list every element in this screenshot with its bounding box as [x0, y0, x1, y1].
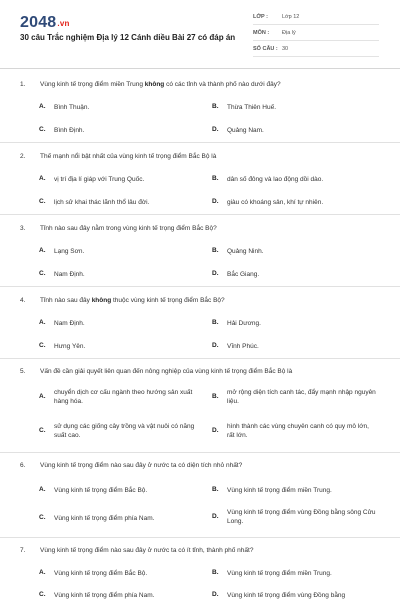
question-text [20, 368, 390, 376]
option-letter: C. [39, 427, 46, 434]
option-letter: A. [39, 247, 46, 254]
meta-label: MÔN : [253, 30, 270, 36]
option-letter: A. [39, 103, 46, 110]
question-text [20, 225, 390, 233]
option-letter: D. [212, 591, 219, 598]
page-header [0, 0, 400, 66]
logo-text: 2048 [20, 14, 57, 31]
option-letter: A. [39, 175, 46, 182]
question-text-part: Tỉnh nào sau đây [40, 297, 92, 304]
question-number: 5. [20, 368, 26, 375]
question-text-part: Vùng kinh tế trọng điểm nào sau đây ở nước ta có diện tích nhỏ nhất? [40, 462, 243, 469]
question-text-part: Tỉnh nào sau đây nằm trong vùng kinh tế trọng điểm Bắc Bộ? [40, 225, 217, 232]
option-letter: C. [39, 342, 46, 349]
option-text: lịch sử khai thác lãnh thổ lâu đời. [54, 199, 150, 206]
option-letter: D. [212, 126, 219, 133]
option-letter: C. [39, 270, 46, 277]
option-letter: B. [212, 393, 219, 400]
option-letter: A. [39, 319, 46, 326]
question-text-part: Vùng kinh tế trọng điểm nào sau đây ở nước ta có ít tỉnh, thành phố nhất? [40, 547, 254, 554]
meta-label: LỚP : [253, 14, 268, 20]
meta-row-class [253, 11, 379, 25]
question-number: 6. [20, 462, 26, 469]
option-text: Bình Thuận. [54, 104, 90, 111]
question-number: 3. [20, 225, 26, 232]
logo-suffix: .vn [57, 19, 70, 28]
question-text [20, 81, 390, 89]
option-text: giàu có khoáng sản, khí tự nhiên. [227, 199, 324, 206]
option-text: Vùng kinh tế trọng điểm vùng Đồng bằng sông Cửu Long. [227, 509, 376, 525]
question-number: 2. [20, 153, 26, 160]
option-text: dân số đông và lao động dồi dào. [227, 176, 324, 183]
option-text: Quảng Ninh. [227, 248, 264, 255]
option-text: Vùng kinh tế trọng điểm miền Trung. [227, 570, 332, 577]
question-number: 7. [20, 547, 26, 554]
question-separator [0, 142, 400, 143]
option-letter: C. [39, 514, 46, 521]
question-number: 1. [20, 81, 26, 88]
option-letter: B. [212, 247, 219, 254]
option-text: hình thành các vùng chuyên canh có quy mô lớn, rất lớn. [227, 423, 369, 439]
option-text: Nam Định. [54, 271, 85, 278]
meta-row-subject [253, 27, 379, 41]
option-letter: B. [212, 103, 219, 110]
option-letter: B. [212, 319, 219, 326]
question-separator [0, 214, 400, 215]
question-separator [0, 537, 400, 538]
option-letter: B. [212, 175, 219, 182]
option-text: Lạng Sơn. [54, 248, 85, 255]
question-emphasis: không [91, 297, 112, 304]
option-text: Vĩnh Phúc. [227, 343, 259, 350]
option-text: Vùng kinh tế trọng điểm Bắc Bộ. [54, 487, 148, 494]
meta-label: SỐ CÂU : [253, 46, 278, 52]
header-divider [0, 68, 400, 69]
question-text-part: có các tỉnh và thành phố nào dưới đây? [164, 81, 281, 88]
option-text: mở rộng diện tích canh tác, đẩy mạnh nhập nguyên liệu. [227, 389, 376, 405]
option-text: Bình Định. [54, 127, 85, 134]
option-letter: B. [212, 569, 219, 576]
meta-row-count [253, 43, 379, 57]
option-text: Nam Định. [54, 320, 85, 327]
question-separator [0, 358, 400, 359]
option-letter: A. [39, 569, 46, 576]
option-letter: D. [212, 198, 219, 205]
question-text [20, 153, 390, 161]
option-letter: A. [39, 486, 46, 493]
question-separator [0, 286, 400, 287]
option-letter: D. [212, 270, 219, 277]
page-title: 30 câu Trắc nghiệm Địa lý 12 Cánh diều Bài 27 có đáp án [20, 33, 236, 42]
option-letter: D. [212, 513, 219, 520]
option-letter: D. [212, 342, 219, 349]
option-letter: B. [212, 486, 219, 493]
meta-value: Lớp 12 [282, 14, 300, 20]
question-emphasis: không [144, 81, 165, 88]
option-letter: C. [39, 591, 46, 598]
meta-value: 30 [282, 46, 289, 52]
question-text [20, 462, 390, 470]
option-text: Vùng kinh tế trọng điểm phía Nam. [54, 592, 155, 599]
option-text: Bắc Giang. [227, 271, 260, 278]
option-text: Vùng kinh tế trọng điểm vùng Đồng bằng [227, 592, 346, 599]
question-text-part: Thế mạnh nổi bật nhất của vùng kinh tế trọng điểm Bắc Bộ là [40, 153, 217, 160]
option-letter: C. [39, 126, 46, 133]
question-text-part: Vùng kinh tế trọng điểm miền Trung [40, 81, 145, 88]
option-letter: C. [39, 198, 46, 205]
question-number: 4. [20, 297, 26, 304]
option-text: sử dụng các giống cây trồng và vật nuôi có năng suất cao. [54, 423, 195, 439]
question-text-part: Vấn đề cần giải quyết liên quan đến nông nghiệp của vùng kinh tế trọng điểm Bắc Bộ là [40, 368, 293, 375]
option-text: Vùng kinh tế trọng điểm Bắc Bộ. [54, 570, 148, 577]
meta-value: Địa lý [282, 30, 296, 36]
option-text: chuyển dịch cơ cấu ngành theo hướng sản xuất hàng hóa. [54, 389, 193, 405]
option-text: Vùng kinh tế trọng điểm miền Trung. [227, 487, 332, 494]
option-text: Quảng Nam. [227, 127, 264, 134]
option-text: Thừa Thiên Huế. [227, 104, 277, 111]
question-text-part: thuộc vùng kinh tế trọng điểm Bắc Bộ? [111, 297, 225, 304]
site-logo[interactable] [20, 14, 70, 32]
meta-info [253, 11, 379, 59]
question-text [20, 547, 390, 555]
option-text: Vùng kinh tế trọng điểm phía Nam. [54, 515, 155, 522]
option-letter: D. [212, 427, 219, 434]
question-text [20, 297, 390, 305]
question-separator [0, 452, 400, 453]
option-text: Hải Dương. [227, 320, 261, 327]
option-text: Hưng Yên. [54, 343, 86, 350]
option-text: vị trí địa lí giáp với Trung Quốc. [54, 176, 145, 183]
option-letter: A. [39, 393, 46, 400]
